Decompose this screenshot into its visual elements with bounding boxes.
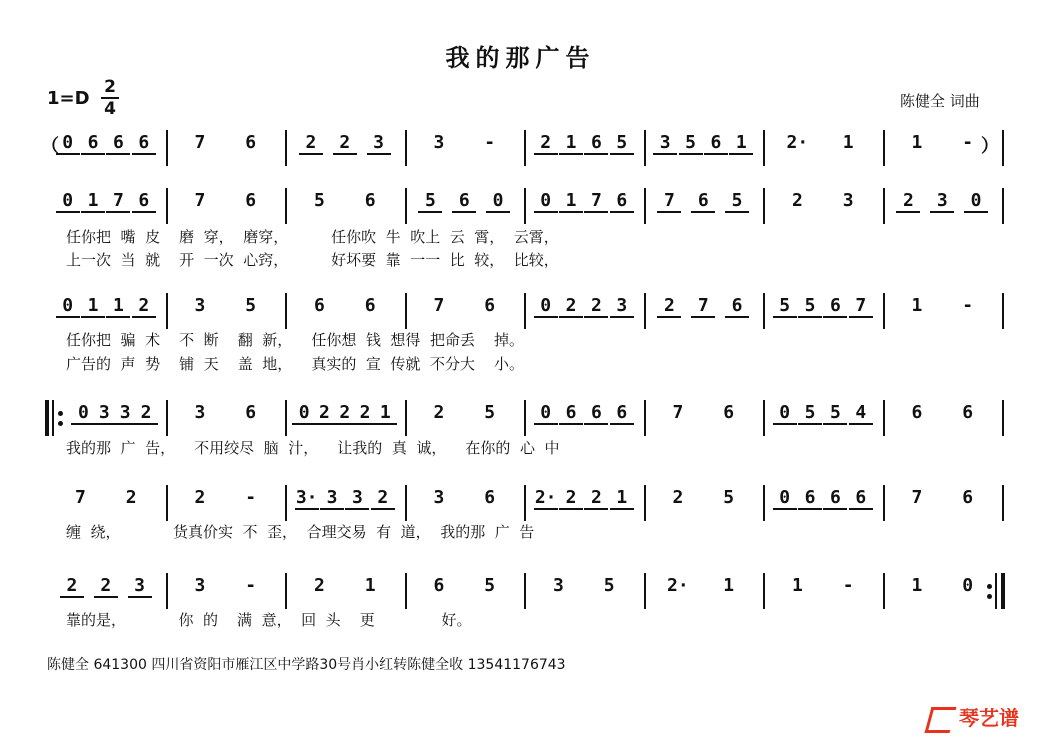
dash-note: - [245, 487, 257, 508]
score-row [0, 188, 1041, 222]
note: 0 [534, 295, 558, 318]
note: 7 [584, 190, 608, 213]
note: 5 [484, 575, 496, 596]
barline [524, 573, 526, 609]
time-signature [101, 78, 119, 118]
barline [166, 293, 168, 329]
note: 0 [56, 132, 80, 155]
lyric-line: 任你把 骗 术 不 断 翻 新， 任你想 钱 想得 把命丢 掉。 [66, 331, 525, 349]
barline [1002, 400, 1004, 436]
barline [405, 485, 407, 521]
barline [166, 573, 168, 609]
note: 6 [245, 402, 257, 423]
note: 2 [125, 487, 137, 508]
note: 7 [433, 295, 445, 316]
barline [644, 293, 646, 329]
note: 6 [610, 190, 634, 213]
barline [405, 400, 407, 436]
note: 6 [433, 575, 445, 596]
barline [883, 485, 885, 521]
barline [524, 188, 526, 224]
note: 3 [930, 190, 954, 213]
barline [285, 573, 287, 609]
note: 2 [299, 132, 323, 155]
note: 6 [962, 487, 974, 508]
barline [405, 188, 407, 224]
score-row [0, 293, 1041, 327]
barline [644, 188, 646, 224]
note: 5 [313, 190, 325, 211]
note: 5 [798, 295, 822, 318]
note: 1 [729, 132, 753, 155]
barline [644, 130, 646, 166]
score-row [0, 573, 1041, 607]
note: 2 [313, 575, 325, 596]
note: 6 [610, 402, 634, 425]
note: 5 [484, 402, 496, 423]
note: 1 [723, 575, 735, 596]
note: 3 [128, 575, 152, 598]
note: 7 [106, 190, 130, 213]
barline [763, 130, 765, 166]
note: 6 [823, 487, 847, 510]
barline [883, 188, 885, 224]
note: 1 [610, 487, 634, 510]
repeat-start-bar [45, 400, 49, 436]
barline [166, 485, 168, 521]
note: 3· [295, 487, 318, 508]
dash-note: - [962, 132, 974, 153]
note: 1 [81, 295, 105, 318]
note: 6 [584, 402, 608, 425]
note: 5 [610, 132, 634, 155]
note: 2 [134, 402, 158, 425]
note: 0 [534, 190, 558, 213]
note: 3 [345, 487, 369, 510]
note: 2 [559, 487, 583, 510]
barline [763, 400, 765, 436]
note: 7 [657, 190, 681, 213]
note: 5 [603, 575, 615, 596]
barline [644, 485, 646, 521]
barline [1002, 188, 1004, 224]
barline [166, 130, 168, 166]
note: 7 [672, 402, 684, 423]
contact-footer: 陈健全 641300 四川省资阳市雁江区中学路30号肖小红转陈健全收 13541176743 [47, 657, 566, 673]
barline [285, 188, 287, 224]
note: 3 [320, 487, 344, 510]
note: 6 [484, 295, 496, 316]
barline [524, 485, 526, 521]
note: 3 [194, 402, 206, 423]
note: 7 [691, 295, 715, 318]
note: 2 [791, 190, 803, 211]
note: 6 [245, 190, 257, 211]
barline [883, 400, 885, 436]
note: 0 [534, 402, 558, 425]
note: 5 [418, 190, 442, 213]
note: 2 [896, 190, 920, 213]
lyric-line: 上一次 当 就 开 一次 心窍， 好坏要 靠 一一 比 较， 比较， [66, 251, 559, 269]
key-signature: 1=D [47, 88, 90, 109]
note: 2 [672, 487, 684, 508]
note: 6 [81, 132, 105, 155]
barline [285, 130, 287, 166]
note: 6 [313, 295, 325, 316]
note: 6 [962, 402, 974, 423]
note: 1 [559, 190, 583, 213]
note: 1 [373, 402, 397, 425]
note: 1 [911, 132, 923, 153]
barline [285, 485, 287, 521]
note: 6 [452, 190, 476, 213]
barline [405, 130, 407, 166]
logo-icon [925, 707, 957, 733]
note: 0 [773, 487, 797, 510]
barline [644, 573, 646, 609]
note: 6 [245, 132, 257, 153]
note: 7 [194, 190, 206, 211]
barline [763, 573, 765, 609]
note: 6 [823, 295, 847, 318]
note: 2 [60, 575, 84, 598]
barline [763, 188, 765, 224]
note: 1 [791, 575, 803, 596]
note: 0 [56, 295, 80, 318]
barline [524, 400, 526, 436]
lyric-line: 我的那 广 告， 不用绞尽 脑 汁， 让我的 真 诚， 在你的 心 中 [66, 439, 560, 457]
note: 0 [56, 190, 80, 213]
lyric-line: 任你把 嘴 皮 磨 穿， 磨穿， 任你吹 牛 吹上 云 霄， 云霄， [66, 228, 559, 246]
barline [995, 573, 997, 609]
note: 7 [911, 487, 923, 508]
note: 5 [245, 295, 257, 316]
barline [285, 400, 287, 436]
repeat-dots [987, 579, 992, 604]
time-signature-top: 2 [104, 77, 116, 97]
note: 2 [534, 132, 558, 155]
note: 1 [559, 132, 583, 155]
barline [1002, 130, 1004, 166]
note: 6 [132, 132, 156, 155]
note: 3 [92, 402, 116, 425]
note: 2 [333, 402, 357, 425]
lyric-line: 缠 绕， 货真价实 不 歪， 合理交易 有 道， 我的那 广 告 [66, 523, 535, 541]
note: 6 [364, 190, 376, 211]
author-credit: 陈健全 词曲 [900, 92, 980, 110]
note: 1 [81, 190, 105, 213]
note: 3 [367, 132, 391, 155]
note: 2 [194, 487, 206, 508]
note: 3 [610, 295, 634, 318]
note: 2· [786, 132, 809, 153]
note: 6 [484, 487, 496, 508]
dash-note: - [245, 575, 257, 596]
note: 3 [433, 132, 445, 153]
note: 0 [773, 402, 797, 425]
note: 6 [559, 402, 583, 425]
note: 2 [584, 487, 608, 510]
note: 0 [71, 402, 95, 425]
dash-note: - [842, 575, 854, 596]
barline [166, 400, 168, 436]
time-signature-bottom: 4 [104, 99, 116, 119]
note: 7 [74, 487, 86, 508]
score-row [0, 400, 1041, 434]
score-row [0, 485, 1041, 519]
barline [763, 293, 765, 329]
note: 3 [194, 295, 206, 316]
note: 3 [552, 575, 564, 596]
dash-note: - [484, 132, 496, 153]
note: 0 [964, 190, 988, 213]
barline [524, 130, 526, 166]
note: 5 [725, 190, 749, 213]
note: 2 [657, 295, 681, 318]
note: 6 [849, 487, 873, 510]
note: 3 [194, 575, 206, 596]
note: 5 [723, 487, 735, 508]
note: 2 [353, 402, 377, 425]
barline [52, 400, 54, 436]
barline [405, 293, 407, 329]
note: 3 [653, 132, 677, 155]
barline [166, 188, 168, 224]
repeat-dots [58, 406, 63, 431]
note: 6 [584, 132, 608, 155]
barline [763, 485, 765, 521]
note: 5 [823, 402, 847, 425]
barline [1002, 485, 1004, 521]
note: 6 [911, 402, 923, 423]
note: 1 [364, 575, 376, 596]
note: 1 [911, 295, 923, 316]
note: 2 [333, 132, 357, 155]
note: 0 [962, 575, 974, 596]
paren-open: （ [41, 136, 59, 157]
note: 5 [798, 402, 822, 425]
note: 3 [433, 487, 445, 508]
barline [883, 130, 885, 166]
note: 2· [667, 575, 689, 596]
note: 2 [433, 402, 445, 423]
note: 2 [132, 295, 156, 318]
note: 2 [94, 575, 118, 598]
logo-text: 琴艺谱 [959, 706, 1019, 730]
barline [1002, 293, 1004, 329]
note: 2 [559, 295, 583, 318]
barline [524, 293, 526, 329]
lyric-line: 靠的是， 你 的 满 意， 回 头 更 好。 [66, 611, 472, 629]
barline [883, 573, 885, 609]
lyric-line: 广告的 声 势 铺 天 盖 地， 真实的 宣 传就 不分大 小。 [66, 355, 525, 373]
note: 1 [842, 132, 854, 153]
note: 2 [584, 295, 608, 318]
note: 6 [132, 190, 156, 213]
score-row [0, 130, 1041, 164]
site-logo [928, 702, 1019, 733]
note: 0 [486, 190, 510, 213]
note: 6 [798, 487, 822, 510]
note: 6 [723, 402, 735, 423]
barline [883, 293, 885, 329]
note: 2 [371, 487, 395, 510]
note: 6 [725, 295, 749, 318]
note: 7 [194, 132, 206, 153]
note: 6 [704, 132, 728, 155]
barline [644, 400, 646, 436]
note: 1 [106, 295, 130, 318]
note: 6 [106, 132, 130, 155]
note: 2 [312, 402, 336, 425]
paren-close: ） [981, 136, 999, 157]
note: 1 [911, 575, 923, 596]
note: 5 [773, 295, 797, 318]
note: 2· [534, 487, 557, 508]
repeat-end-bar [1001, 573, 1005, 609]
note: 7 [849, 295, 873, 318]
note: 3 [842, 190, 854, 211]
note: 4 [849, 402, 873, 425]
note: 6 [691, 190, 715, 213]
song-title: 我的那广告 [445, 43, 596, 72]
note: 5 [679, 132, 703, 155]
note: 6 [364, 295, 376, 316]
dash-note: - [962, 295, 974, 316]
barline [405, 573, 407, 609]
barline [285, 293, 287, 329]
note: 0 [292, 402, 316, 425]
note: 3 [113, 402, 137, 425]
